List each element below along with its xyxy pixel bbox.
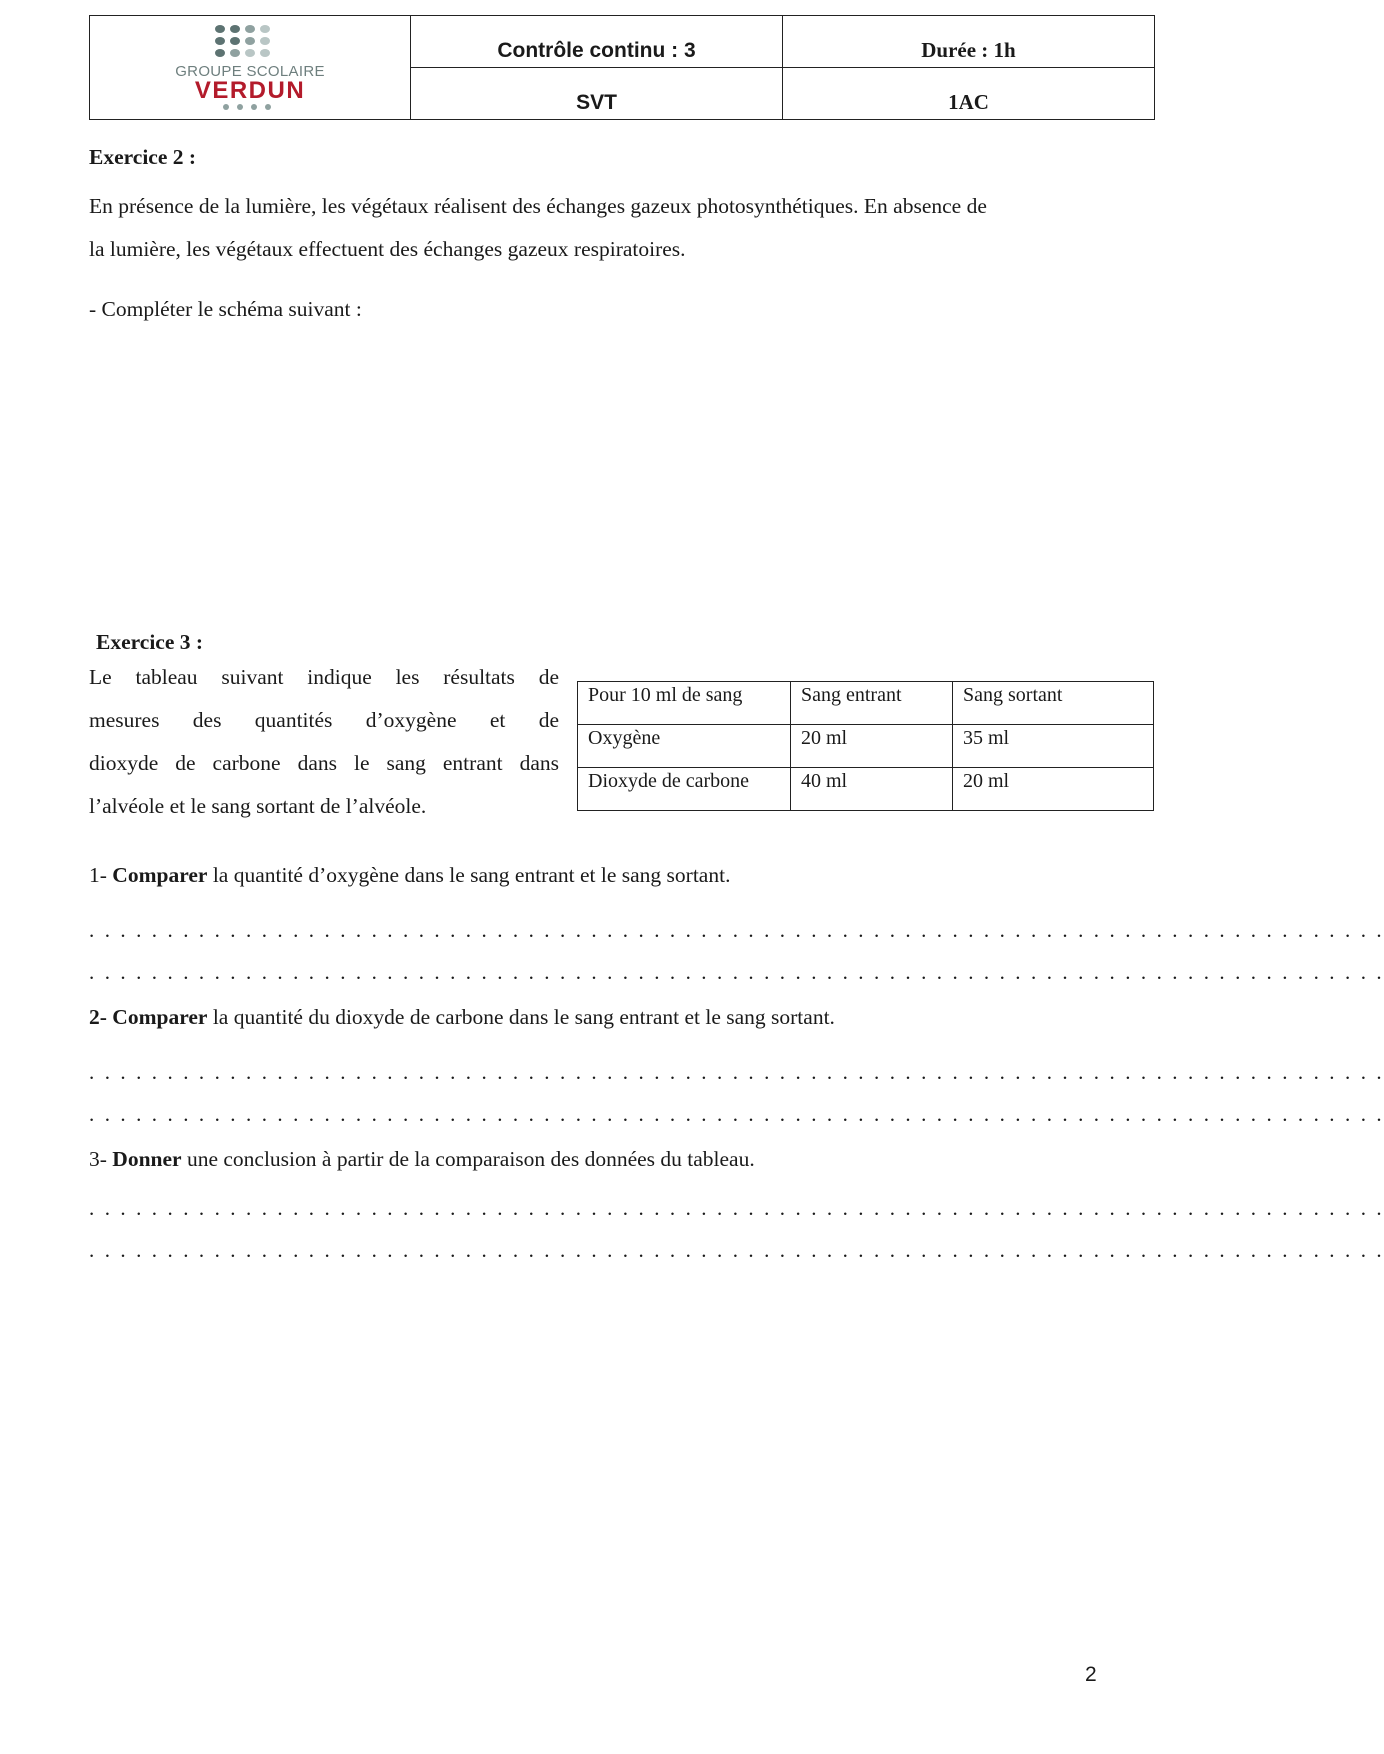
intro-line: Le tableau suivant indique les résultats de bbox=[89, 665, 559, 689]
exercise3-intro bbox=[89, 656, 559, 828]
intro-line: dioxyde de carbone dans le sang entrant dans bbox=[89, 751, 559, 775]
intro-line: mesures des quantités d’oxygène et de bbox=[89, 708, 559, 732]
answer-line[interactable]: . . . . . . . . . . . . . . . . . . . . . . . . . . . . . . . . . . . . . . . . . . . . . . . . . . . . . . . . . . . . . . . . . . . . . . . . . . . . . . . . . . . bbox=[89, 1060, 1384, 1084]
exam-level: 1AC bbox=[783, 68, 1155, 120]
exercise2-instruction: - Compléter le schéma suivant : bbox=[89, 297, 362, 321]
logo-dots-icon bbox=[210, 24, 290, 64]
exercise2-title: Exercice 2 : bbox=[89, 145, 197, 169]
table-header-row bbox=[578, 682, 1154, 725]
question-verb: Comparer bbox=[112, 1005, 208, 1029]
question-text: une conclusion à partir de la comparaison des données du tableau. bbox=[181, 1147, 755, 1171]
answer-line[interactable]: . . . . . . . . . . . . . . . . . . . . . . . . . . . . . . . . . . . . . . . . . . . . . . . . . . . . . . . . . . . . . . . . . . . . . . . . . . . . . . . . . . . bbox=[89, 1238, 1384, 1262]
school-logo bbox=[150, 24, 350, 112]
answer-line[interactable]: . . . . . . . . . . . . . . . . . . . . . . . . . . . . . . . . . . . . . . . . . . . . . . . . . . . . . . . . . . . . . . . . . . . . . . . . . . . . . . . . . . . bbox=[89, 1196, 1384, 1220]
table-row bbox=[578, 768, 1154, 811]
answer-line[interactable]: . . . . . . . . . . . . . . . . . . . . . . . . . . . . . . . . . . . . . . . . . . . . . . . . . . . . . . . . . . . . . . . . . . . . . . . . . . . . . . . . . . . bbox=[89, 960, 1384, 984]
question-text: la quantité du dioxyde de carbone dans le sang entrant et le sang sortant. bbox=[207, 1005, 835, 1029]
question-3 bbox=[89, 1138, 1155, 1181]
answer-line[interactable]: . . . . . . . . . . . . . . . . . . . . . . . . . . . . . . . . . . . . . . . . . . . . . . . . . . . . . . . . . . . . . . . . . . . . . . . . . . . . . . . . . . . bbox=[89, 1102, 1384, 1126]
table-cell: Oxygène bbox=[578, 725, 791, 768]
question-number: 1- bbox=[89, 863, 113, 887]
table-header-cell: Sang entrant bbox=[791, 682, 953, 725]
question-number: 2- bbox=[89, 1005, 113, 1029]
exam-title: Contrôle continu : 3 bbox=[411, 16, 783, 68]
intro-line: l’alvéole et le sang sortant de l’alvéole. bbox=[89, 794, 427, 818]
header-table bbox=[89, 15, 1155, 120]
question-verb: Donner bbox=[112, 1147, 182, 1171]
question-text: la quantité d’oxygène dans le sang entrant et le sang sortant. bbox=[207, 863, 731, 887]
table-header-cell: Sang sortant bbox=[953, 682, 1154, 725]
gas-measurement-table bbox=[577, 681, 1154, 811]
exercise2-paragraph-line2: la lumière, les végétaux effectuent des échanges gazeux respiratoires. bbox=[89, 237, 686, 261]
table-header-cell: Pour 10 ml de sang bbox=[578, 682, 791, 725]
logo-cell bbox=[90, 16, 411, 120]
question-verb: Comparer bbox=[112, 863, 208, 887]
exercise2-paragraph-line1: En présence de la lumière, les végétaux réalisent des échanges gazeux photosynthétiques. En absence de bbox=[89, 194, 987, 218]
table-cell: 20 ml bbox=[953, 768, 1154, 811]
table-row bbox=[578, 725, 1154, 768]
question-number: 3- bbox=[89, 1147, 113, 1171]
table-cell: 20 ml bbox=[791, 725, 953, 768]
question-2 bbox=[89, 996, 1155, 1039]
exercise3-title: Exercice 3 : bbox=[96, 630, 204, 654]
answer-line[interactable]: . . . . . . . . . . . . . . . . . . . . . . . . . . . . . . . . . . . . . . . . . . . . . . . . . . . . . . . . . . . . . . . . . . . . . . . . . . . . . . . . . . . bbox=[89, 918, 1384, 942]
page-number: 2 bbox=[1085, 1663, 1097, 1686]
exam-subject: SVT bbox=[411, 68, 783, 120]
table-cell: Dioxyde de carbone bbox=[578, 768, 791, 811]
question-1 bbox=[89, 854, 1155, 897]
table-cell: 40 ml bbox=[791, 768, 953, 811]
exam-duration: Durée : 1h bbox=[783, 16, 1155, 68]
table-cell: 35 ml bbox=[953, 725, 1154, 768]
logo-text-line2: VERDUN bbox=[194, 76, 306, 104]
logo-text-line1: GROUPE SCOLAIRE bbox=[175, 62, 325, 80]
